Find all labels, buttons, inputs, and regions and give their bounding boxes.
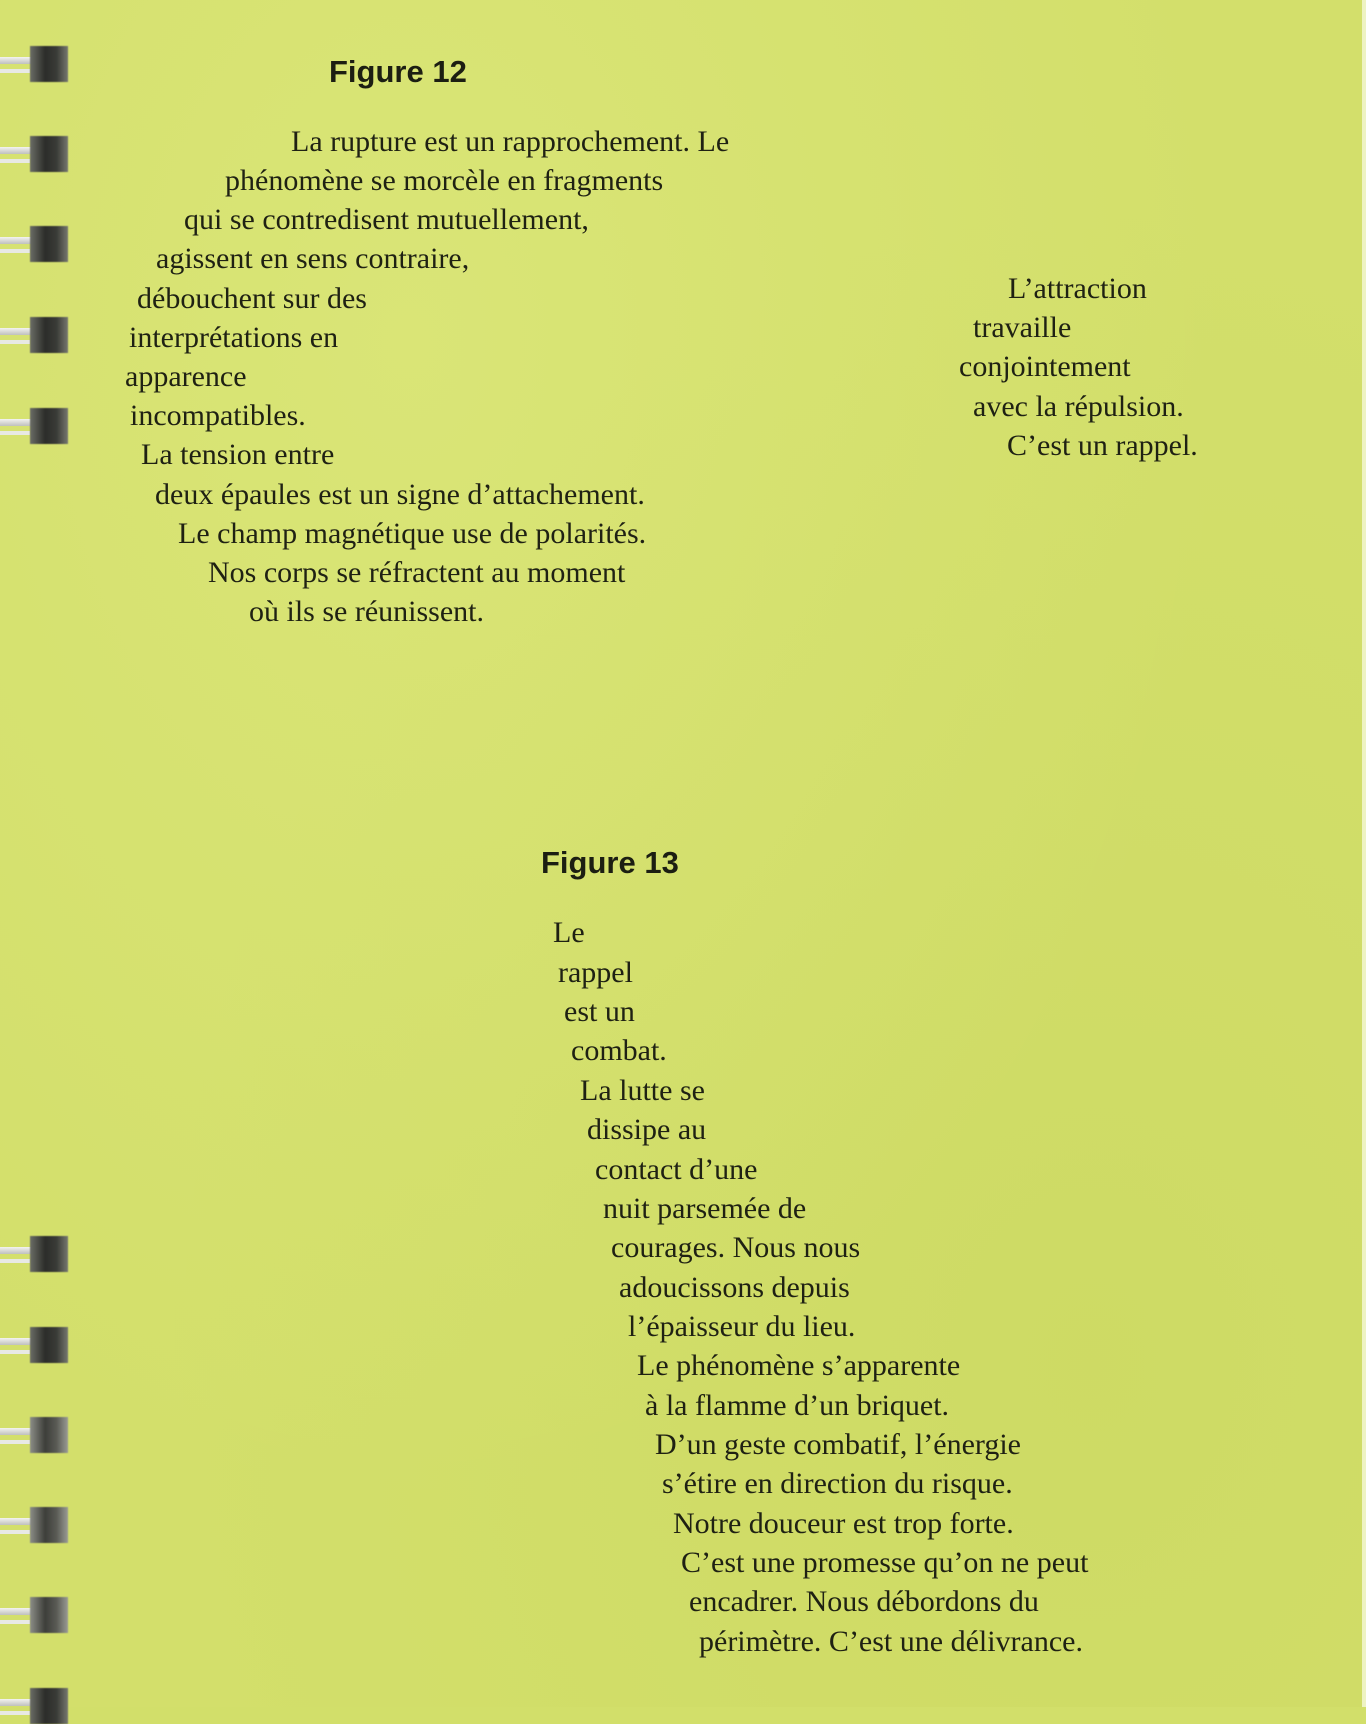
figure-12-line: débouchent sur des bbox=[137, 282, 367, 315]
figure-12-line: agissent en sens contraire, bbox=[156, 242, 470, 275]
spiral-ring-icon bbox=[0, 222, 70, 262]
figure-13-line: courages. Nous nous bbox=[611, 1231, 861, 1264]
spiral-ring-icon bbox=[0, 1323, 70, 1363]
figure-12-right-line: avec la répulsion. bbox=[973, 390, 1184, 423]
figure-13-line: contact d’une bbox=[595, 1153, 758, 1186]
figure-12-line: Le champ magnétique use de polarités. bbox=[178, 517, 647, 550]
figure-12-line: qui se contredisent mutuellement, bbox=[184, 203, 589, 236]
figure-13-line: périmètre. C’est une délivrance. bbox=[699, 1625, 1083, 1658]
figure-13-line: l’épaisseur du lieu. bbox=[628, 1310, 856, 1343]
figure-13-line: à la flamme d’un briquet. bbox=[645, 1389, 950, 1422]
figure-13-line: C’est une promesse qu’on ne peut bbox=[681, 1546, 1089, 1579]
figure-12-line: Nos corps se réfractent au moment bbox=[208, 556, 626, 589]
figure-12-right-line: C’est un rappel. bbox=[1007, 429, 1198, 462]
figure-13-line: Le phénomène s’apparente bbox=[637, 1349, 961, 1382]
spiral-ring-icon bbox=[0, 1684, 70, 1724]
spiral-ring-icon bbox=[0, 1232, 70, 1272]
figure-12-line: apparence bbox=[125, 360, 247, 393]
figure-12-right-line: conjointement bbox=[959, 350, 1131, 383]
figure-12-right-line: travaille bbox=[973, 311, 1072, 344]
figure-12-title: Figure 12 bbox=[329, 54, 467, 89]
figure-12-line: où ils se réunissent. bbox=[249, 595, 484, 628]
figure-12-line: interprétations en bbox=[129, 321, 339, 354]
figure-12-line: La tension entre bbox=[141, 438, 335, 471]
figure-13-line: encadrer. Nous débordons du bbox=[689, 1585, 1039, 1618]
figure-13-line: combat. bbox=[571, 1034, 667, 1067]
figure-13-line: s’étire en direction du risque. bbox=[662, 1467, 1013, 1500]
figure-13-line: nuit parsemée de bbox=[603, 1192, 807, 1225]
page-edge bbox=[1362, 0, 1366, 1707]
figure-12-line: incompatibles. bbox=[130, 399, 306, 432]
figure-12-right-line: L’attraction bbox=[1008, 272, 1147, 305]
figure-13-title: Figure 13 bbox=[541, 845, 679, 880]
figure-13-line: est un bbox=[564, 995, 635, 1028]
spiral-ring-icon bbox=[0, 1503, 70, 1543]
figure-12-line: phénomène se morcèle en fragments bbox=[225, 164, 664, 197]
figure-13-line: rappel bbox=[558, 956, 633, 989]
figure-13-line: Notre douceur est trop forte. bbox=[673, 1507, 1014, 1540]
spiral-ring-icon bbox=[0, 42, 70, 82]
figure-12-line: deux épaules est un signe d’attachement. bbox=[155, 478, 645, 511]
spiral-ring-icon bbox=[0, 1413, 70, 1453]
figure-13-line: D’un geste combatif, l’énergie bbox=[655, 1428, 1021, 1461]
figure-13-line: dissipe au bbox=[587, 1113, 707, 1146]
spiral-ring-icon bbox=[0, 313, 70, 353]
spiral-ring-icon bbox=[0, 132, 70, 172]
spiral-ring-icon bbox=[0, 404, 70, 444]
spiral-ring-icon bbox=[0, 1593, 70, 1633]
figure-13-line: adoucissons depuis bbox=[619, 1271, 850, 1304]
figure-13-line: Le bbox=[553, 916, 585, 949]
figure-13-line: La lutte se bbox=[580, 1074, 705, 1107]
figure-12-line: La rupture est un rapprochement. Le bbox=[291, 125, 730, 158]
